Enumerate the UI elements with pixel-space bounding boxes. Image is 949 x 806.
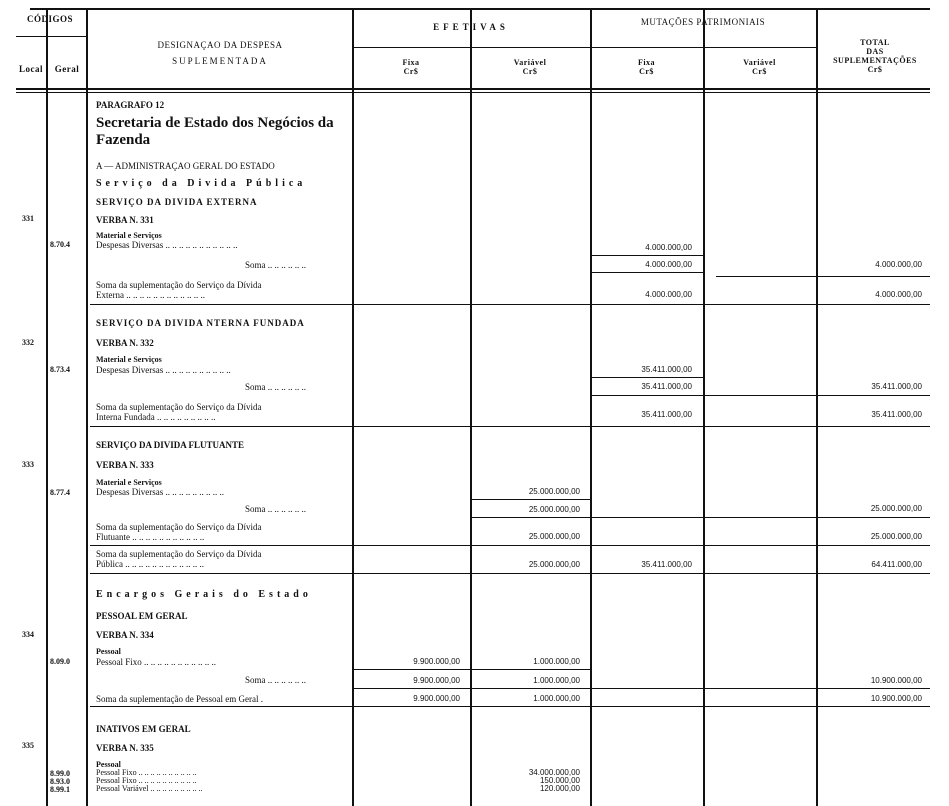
s4-soma-label: Soma .. .. .. .. .. .. <box>245 675 307 685</box>
s4-soma-var: 1.000.000,00 <box>533 676 580 685</box>
s1-soma-total: 4.000.000,00 <box>875 260 922 269</box>
s4-geral-code: 8.09.0 <box>50 657 70 666</box>
pub-total: 64.411.000,00 <box>871 560 922 569</box>
s1-soma-mut: 4.000.000,00 <box>645 260 692 269</box>
s5-item-1: Pessoal Fixo .. .. .. .. .. .. .. .. .. .. <box>96 768 197 777</box>
header-designacao-1: DESIGNAÇAO DA DESPESA <box>157 40 283 50</box>
header-designacao-2: SUPLEMENTADA <box>172 56 268 66</box>
s4-verba: VERBA N. 334 <box>96 630 154 640</box>
header-total-2: DAS <box>866 47 884 56</box>
s1-soma-rule-total <box>716 276 930 277</box>
s5-local-code: 335 <box>22 741 34 750</box>
s3-sup-total: 25.000.000,00 <box>870 532 922 541</box>
header-mut-variavel-label: Variável <box>743 58 776 67</box>
s1-sup-total: 4.000.000,00 <box>875 290 922 299</box>
s2-local-code: 332 <box>22 338 34 347</box>
header-bottom-rule-2 <box>16 92 930 93</box>
s4-local-code: 334 <box>22 630 34 639</box>
col-divider-geral <box>86 8 88 806</box>
header-mut-fixa <box>590 58 703 76</box>
col-divider-local <box>46 8 48 806</box>
s1-sup-rule <box>90 304 930 305</box>
s2-rule <box>590 377 703 378</box>
header-mut-variavel-currency: Cr$ <box>752 67 767 76</box>
s3-local-code: 333 <box>22 460 34 469</box>
s1-rule <box>590 255 703 256</box>
s2-sup-2: Interna Fundada .. .. .. .. .. .. .. .. .. <box>96 412 216 422</box>
col-divider-mut-fixa <box>703 8 705 806</box>
s4-rule <box>352 669 590 670</box>
top-rule <box>30 8 930 10</box>
codigos-rule <box>16 36 86 37</box>
s2-soma-label: Soma .. .. .. .. .. .. <box>245 382 307 392</box>
s2-mut-fixa: 35.411.000,00 <box>641 365 692 374</box>
header-mut-fixa-currency: Cr$ <box>639 67 654 76</box>
header-mut-variavel <box>703 58 816 76</box>
s3-soma-label: Soma .. .. .. .. .. .. <box>245 504 307 514</box>
administracao-heading: A — ADMINISTRAÇAO GERAL DO ESTADO <box>96 161 275 171</box>
header-total <box>816 38 934 74</box>
s1-soma-rule <box>590 272 703 273</box>
header-total-1: TOTAL <box>860 38 890 47</box>
header-efetivas: EFETIVAS <box>433 22 509 32</box>
s4-sup-rule <box>90 706 930 707</box>
s4-sup-var: 1.000.000,00 <box>533 694 580 703</box>
s3-sup-1: Soma da suplementação do Serviço da Dívida <box>96 522 262 532</box>
s5-item-2: Pessoal Fixo .. .. .. .. .. .. .. .. .. .. <box>96 776 197 785</box>
header-fixa-currency: Cr$ <box>403 67 419 76</box>
encargos-heading: Encargos Gerais do Estado <box>96 589 312 600</box>
s1-mut-fixa: 4.000.000,00 <box>645 243 692 252</box>
s2-title: SERVIÇO DA DIVIDA NTERNA FUNDADA <box>96 318 305 328</box>
s4-sup-total: 10.900.000,00 <box>870 694 922 703</box>
paragrafo-heading: PARAGRAFO 12 <box>96 100 165 110</box>
s1-sup-1: Soma da suplementação do Serviço da Dívida <box>96 280 262 290</box>
s2-soma-total: 35.411.000,00 <box>871 382 922 391</box>
s3-sup-2: Flutuante .. .. .. .. .. .. .. .. .. .. .. <box>96 532 205 542</box>
header-variavel-label: Variável <box>513 58 547 67</box>
s3-verba: VERBA N. 333 <box>96 460 154 470</box>
s3-soma-total: 25.000.000,00 <box>870 504 922 513</box>
s2-verba: VERBA N. 332 <box>96 338 154 348</box>
s5-geral-2: 8.93.0 <box>50 777 70 786</box>
s4-sup-fixa: 9.900.000,00 <box>413 694 460 703</box>
s5-geral-1: 8.99.0 <box>50 769 70 778</box>
header-total-currency: Cr$ <box>867 65 883 74</box>
s1-material: Material e Serviços <box>96 231 162 240</box>
s2-sup-1: Soma da suplementação do Serviço da Dívida <box>96 402 262 412</box>
s5-geral-3: 8.99.1 <box>50 785 70 794</box>
s1-local-code: 331 <box>22 214 34 223</box>
s2-sup-rule <box>90 426 930 427</box>
s2-item: Despesas Diversas .. .. .. .. .. .. .. .. .. .. <box>96 365 231 375</box>
s3-sup-var: 25.000.000,00 <box>528 532 580 541</box>
s3-title: SERVIÇO DA DIVIDA FLUTUANTE <box>96 440 244 450</box>
s3-geral-code: 8.77.4 <box>50 488 70 497</box>
header-geral: Geral <box>54 64 80 74</box>
col-divider-variavel <box>590 8 592 806</box>
header-codigos: CÓDIGOS <box>26 14 73 24</box>
s3-item: Despesas Diversas .. .. .. .. .. .. .. .. .. <box>96 487 224 497</box>
pub-sup-1: Soma da suplementação do Serviço da Dívida <box>96 549 262 559</box>
s3-soma-rule <box>470 517 930 518</box>
col-divider-fixa <box>470 8 472 806</box>
subheader-rule <box>352 47 816 48</box>
s1-sup-2: Externa .. .. .. .. .. .. .. .. .. .. .. .. <box>96 290 205 300</box>
header-variavel-currency: Cr$ <box>522 67 538 76</box>
s4-soma-rule <box>352 688 930 689</box>
s3-var: 25.000.000,00 <box>528 487 580 496</box>
s5-var-3: 120.000,00 <box>539 784 580 793</box>
s1-verba: VERBA N. 331 <box>96 215 154 225</box>
s2-soma-rule <box>590 395 930 396</box>
secretaria-heading: Secretaria de Estado dos Negócios da Fazenda <box>96 115 334 148</box>
servico-divida-publica-heading: Serviço da Divida Pública <box>96 178 307 189</box>
s1-geral-code: 8.70.4 <box>50 240 70 249</box>
s1-title: SERVIÇO DA DIVIDA EXTERNA <box>96 197 258 207</box>
s4-var: 1.000.000,00 <box>533 657 580 666</box>
header-fixa <box>352 58 470 76</box>
s2-soma-mut: 35.411.000,00 <box>641 382 692 391</box>
s2-geral-code: 8.73.4 <box>50 365 70 374</box>
s4-soma-total: 10.900.000,00 <box>870 676 922 685</box>
s2-sup-mut: 35.411.000,00 <box>641 410 692 419</box>
header-mut-fixa-label: Fixa <box>637 58 656 67</box>
s5-pessoal: Pessoal <box>96 760 121 769</box>
s4-fixa: 9.900.000,00 <box>413 657 460 666</box>
s1-soma-label: Soma .. .. .. .. .. .. <box>245 260 307 270</box>
pub-mut: 35.411.000,00 <box>641 560 692 569</box>
s5-verba: VERBA N. 335 <box>96 743 154 753</box>
header-fixa-label: Fixa <box>402 58 420 67</box>
s5-var-1: 34.000.000,00 <box>528 768 580 777</box>
col-divider-mut-variavel <box>816 8 818 806</box>
s2-sup-total: 35.411.000,00 <box>871 410 922 419</box>
s4-sup: Soma da suplementação de Pessoal em Geral . <box>96 694 263 704</box>
s2-material: Material e Serviços <box>96 355 162 364</box>
s3-sup-rule <box>90 545 930 546</box>
s5-item-3: Pessoal Variável .. .. .. .. .. .. .. .. .. <box>96 784 203 793</box>
s4-pessoal: Pessoal <box>96 647 121 656</box>
s4-soma-fixa: 9.900.000,00 <box>413 676 460 685</box>
header-bottom-rule <box>16 88 930 90</box>
pub-sup-2: Pública .. .. .. .. .. .. .. .. .. .. .. .. <box>96 559 204 569</box>
s1-sup-mut: 4.000.000,00 <box>645 290 692 299</box>
s4-title: PESSOAL EM GERAL <box>96 611 188 621</box>
header-total-3: SUPLEMENTAÇÕES <box>833 56 917 65</box>
header-local: Local <box>19 64 43 74</box>
pub-var: 25.000.000,00 <box>528 560 580 569</box>
header-variavel <box>470 58 590 76</box>
s3-rule <box>470 499 590 500</box>
s1-item: Despesas Diversas .. .. .. .. .. .. .. .. .. .. .. <box>96 240 238 250</box>
s4-item: Pessoal Fixo .. .. .. .. .. .. .. .. .. .. .. <box>96 657 217 667</box>
header-mutacoes: MUTAÇÕES PATRIMONIAIS <box>640 17 766 27</box>
s3-soma-var: 25.000.000,00 <box>528 505 580 514</box>
s5-var-2: 150.000,00 <box>539 776 580 785</box>
pub-rule <box>90 573 930 574</box>
s5-title: INATIVOS EM GERAL <box>96 724 191 734</box>
s3-material: Material e Serviços <box>96 478 162 487</box>
